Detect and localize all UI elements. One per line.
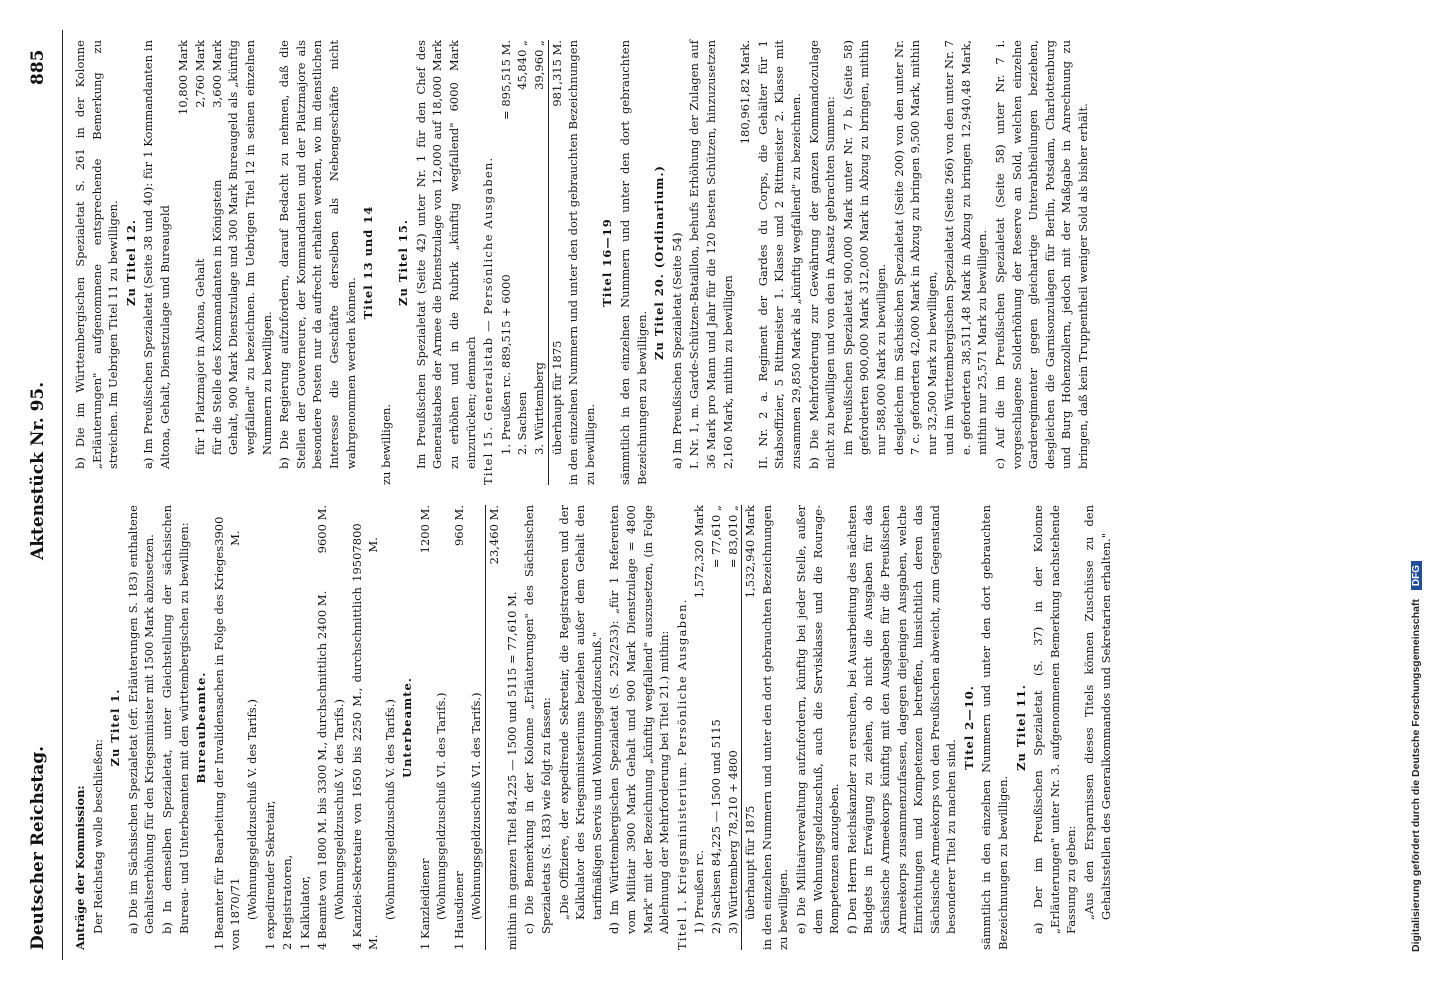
paragraph: a) Die im Sächsischen Spezialetat (efr. Erläuterungen S. 183) enthaltene Gehaltserhöhung für den Kriegsminister mit 1500 Mark abzusetzen. (125, 505, 157, 934)
paragraph: Der Reichstag wolle beschließen: (90, 739, 105, 934)
subheading: Unterbeamte. (400, 677, 415, 778)
header-left-title: Deutscher Reichstag. (28, 745, 48, 950)
quote: „Aus den Ersparnissen dieses Titels können Zuschüsse zu den Gehaltsstellen des Generalkommandos und Sekretarien erhalten." (1082, 505, 1113, 920)
item-amount: = 83,010 „ (725, 505, 740, 569)
digitization-credit (1410, 8, 1430, 992)
paragraph: a) Im Preußischen Spezialetat (Seite 54) (669, 232, 684, 469)
left-column (72, 505, 1115, 950)
item-amount: 3900 M. (211, 516, 243, 546)
note: (Wohnungsgeldzuschuß VI. des Tarifs.) (468, 692, 483, 920)
credit-text: Digitalisierung gefördert durch die Deutsche Forschungsgemeinschaft (1410, 599, 1422, 952)
item-amount: 45,840 „ (515, 40, 530, 90)
list-item (691, 505, 708, 950)
item-amount: = 895,515 M. (498, 40, 513, 120)
item-amount: = 77,610 „ (708, 505, 723, 569)
title-heading: Zu Titel 15. (396, 219, 411, 306)
list-item (451, 505, 468, 950)
paragraph: Gehalt, 900 Mark Dienstzulage und 300 Mark Bureaugeld als „künftig wegfallend" zu bezeichnen. Im Uebrigen Titel 12 in seinen einzelnen Nummern zu bewilligen. (226, 40, 274, 455)
item-text: 1 Beamter für Bearbeitung der Invalidensachen in Folge des Krieges von 1870/71 (211, 545, 243, 950)
paragraph: b) Die Mehrforderung zur Gewährung der ganzen Kommandozulage nicht zu bewilligen und von den in Ansatz gebrachten Summen: (806, 40, 838, 469)
document-page (10, 0, 1390, 990)
list-item (531, 40, 548, 485)
list-item: 2 Registratoren, (280, 854, 295, 950)
paragraph: Im Preußischen Spezialetat (Seite 42) unter Nr. 1 für den Chef des Generalstabes der Armee die Dienstzulage von 12,000 auf 18,000 Mark zu erhöhen und in die Rubrik „künftig wegfallend" 6000 Mark einzurücken; demnach (413, 40, 478, 469)
title-line: Titel 1. Kriegsministerium. Persönliche Ausgaben. (674, 598, 689, 950)
item-amount: 9600 M. (315, 505, 330, 554)
list-item: 1 expedirender Sekretair, (262, 800, 277, 950)
list-item (192, 40, 209, 485)
item-text: 4 Beamte von 1800 M. bis 3300 M., durchschnittlich 2400 M. (315, 590, 330, 950)
item-text: 2) Sachsen 84,225 — 1500 und 5115 (708, 719, 723, 934)
list-item (211, 505, 244, 950)
item-text: überhaupt für 1875 (743, 805, 758, 920)
dfg-logo: DFG (1411, 561, 1422, 590)
paragraph: und im Württembergischen Spezialetat (Seite 266) von den unter Nr. 7 e. geforderten 38,511,48 Mark in Abzug zu bringen 12,940,48 Mark, mithin nur 25,571 Mark zu bewilligen. (942, 40, 990, 455)
header-document-number: Aktenstück Nr. 95. (28, 381, 48, 560)
section-heading: Anträge der Kommission: (73, 785, 87, 950)
paragraph: b) In demselben Spezialetat, unter Gleichstellung der sächsischen Bureau- und Unterbeamten mit den württembergischen zu bewilligen: (159, 505, 191, 934)
note: (Wohnungsgeldzuschuß V. des Tarifs.) (382, 699, 397, 920)
paragraph: b) Die Regierung aufzufordern, darauf Bedacht zu nehmen, daß die Stellen der Gouverneure, der Kommandanten und der Platzmajore als besondere Posten nur da aufrecht erhalten werden, wo im dienstlichen Interesse die Geschäfte derselben als Nebengeschäfte nicht wahrgenommen werden können. (277, 40, 358, 469)
title-heading: Titel 2—10. (961, 685, 976, 770)
note: (Wohnungsgeldzuschuß V. des Tarifs.) (331, 699, 346, 920)
page-header (20, 0, 60, 990)
item-amount: 960 M. (452, 505, 467, 547)
list-item (725, 505, 742, 950)
item-text: überhaupt für 1875 (549, 340, 564, 455)
item-text: 1) Preußen rc. (692, 849, 707, 934)
list-item (708, 505, 725, 950)
credit-text-wrapper (1410, 0, 1422, 992)
paragraph: c) Auf die im Preußischen Spezialetat (Seite 58) unter Nr. 7 i. vorgeschlagene Solderhöhung der Reserve an Sold, welchen einzelne Garderegimenter gegen gleichartige Unterabtheilungen beziehen, desgleichen die Garnisonzulagen für Berlin, Potsdam, Charlottenburg und Burg Hohenzollern, jedoch mit der Maßgabe in Anrechnung zu bringen, daß kein Truppentheil weniger Sold als bisher erhält. (993, 40, 1091, 469)
item-amount: 180,961,82 Mark. (738, 40, 753, 145)
title-heading: Titel 16—19 (600, 218, 615, 307)
list-item (209, 40, 226, 485)
list-item (417, 505, 434, 950)
paragraph: f) Den Herrn Reichskanzler zu ersuchen, bei Ausarbeitung des nächsten Budgets in Erwägung zu ziehen, ob nicht die Ausgaben für das Sächsische Armeekorps künftig mit den Ausgaben für die Preußischen Armeekorps zusammenzufassen, dagegen diejenigen Ausgaben, welche Einrichtungen und Kompetenzen betreffen, hinsichtlich deren das Sächsische Armeekorps von den Preußischen abweicht, zum Gegenstand besonderer Titel zu machen sind. (844, 505, 959, 934)
title-heading: Zu Titel 11. (1013, 684, 1028, 771)
paragraph: im Preußischen Spezialetat 900,000 Mark unter Nr. 7 b. (Seite 58) geforderten 900,000 Mark 312,000 Mark in Abzug zu bringen, mithin nur 588,000 Mark zu bewilligen. (840, 40, 888, 455)
header-page-number: 885 (28, 49, 48, 85)
item-text: für 1 Platzmajor in Altona, Gehalt (193, 258, 208, 455)
item-amount: 7800 M. (349, 523, 381, 553)
title-heading: Zu Titel 1. (108, 688, 123, 767)
item-amount: 39,960 „ (532, 40, 547, 90)
paragraph: mithin im ganzen Titel 84,225 — 1500 und 5115 = 77,610 M. (504, 591, 519, 950)
title-heading: Zu Titel 20. (Ordinarium.) (652, 165, 667, 360)
note: (Wohnungsgeldzuschuß V. des Tarifs.) (244, 699, 259, 920)
total-row (741, 505, 759, 950)
paragraph: desgleichen im Sächsischen Spezialetat (Seite 200) von den unter Nr. 7 c. geforderten 42,000 Mark in Abzug zu bringen 9,500 Mark, mithin nur 32,500 Mark zu bewilligen, (891, 40, 939, 455)
paragraph: I. Nr. 1, m. Garde-Schützen-Bataillon, behufs Erhöhung der Zulagen auf 36 Mark pro Mann und Jahr für die 120 besten Schützen, hinzuzusetzen 2,160 Mark, mithin zu bewilligen (687, 40, 735, 469)
paragraph: in den einzelnen Nummern und unter den dort gebrauchten Bezeichnungen zu bewilligen. (759, 505, 791, 950)
item-amount: 3,600 Mark (209, 40, 224, 108)
paragraph: zu bewilligen. (378, 403, 393, 485)
item-amount: 1,532,940 Mark (743, 505, 758, 599)
paragraph: sämmtlich in den einzelnen Nummern und unter den dort gebrauchten Bezeichnungen zu bewilligen. (979, 505, 1011, 950)
item-amount: 981,315 M. (549, 40, 564, 107)
item-text: 3. Württemberg (532, 362, 547, 455)
paragraph: II. Nr. 2 a. Regiment der Gardes du Corps, die Gehälter für 1 Stabsoffizier, 5 Rittmeister 1. Klasse und 2 Rittmeister 2. Klasse mit zusammen 29,850 Mark als „künftig wegfallend" zu bezeichnen. (755, 40, 803, 469)
paragraph: a) Der im Preußischen Spezialetat (S. 37) in der Kolonne „Erläuterungen" unter Nr. 3. aufgenommenen Bemerkung nachstehende Fassung zu geben: (1031, 505, 1079, 934)
total-row (548, 40, 566, 485)
title-heading: Zu Titel 12. (123, 219, 138, 306)
note: (Wohnungsgeldzuschuß VI. des Tarifs.) (434, 692, 449, 920)
list-item (349, 505, 382, 950)
subtotal: 23,460 M. (485, 505, 503, 950)
paragraph: a) Im Preußischen Spezialetat (Seite 38 und 40): für 1 Kommandanten in Altona, Gehalt, Dienstzulage und Bureaugeld (141, 40, 172, 469)
item-amount: 1,572,320 Mark (692, 505, 707, 599)
list-item (498, 40, 515, 485)
paragraph: c) Die Bemerkung in der Kolonne „Erläuterungen" des Sächsischen Spezialetats (S. 183) wie folgt zu fassen: (522, 505, 554, 934)
paragraph: sämmtlich in den einzelnen Nummern und unter den dort gebrauchten Bezeichnungen zu bewilligen. (618, 40, 649, 485)
item-text: 3) Württemberg 78,210 + 4800 (725, 750, 740, 934)
paragraph: in den einzelnen Nummern und unter den dort gebrauchten Bezeichnungen zu bewilligen. (566, 40, 597, 485)
header-rule (62, 30, 63, 960)
list-item (514, 40, 531, 485)
title-line: Titel 15. Generalstab — Persönliche Ausgaben. (481, 156, 496, 485)
subheading: Bureaubeamte. (194, 671, 209, 784)
quote: „Die Offiziere, der expedirende Sekretair, die Registratoren und der Kalkulator des Kriegsministeriums beziehen außer dem Gehalt den tarifmäßigen Servis und Wohnungsgeldzuschuß." (556, 505, 604, 920)
paragraph: e) Die Militairverwaltung aufzufordern, künftig bei jeder Stelle, außer dem Wohnungsgeldzuschuß, auch die Servisklasse und die Rourage-Rompetenzen anzugeben. (793, 505, 842, 934)
item-amount: 1200 M. (417, 505, 432, 554)
item-text: 2. Sachsen (515, 391, 530, 455)
item-text: 1 Kanzleidiener (417, 858, 432, 950)
item-amount: 2,760 Mark (193, 40, 208, 108)
item-text: 1 Hausdiener (452, 871, 467, 950)
paragraph: d) Im Württembergischen Spezialetat (S. 252/253): „für 1 Referenten vom Militair 3900 Mark Gehalt und 900 Mark Dienstzulage = 4800 Mark" mit der Bezeichnung „künftig wegfallend" auszusetzen, (in Folge Ablehnung der Mehrforderung bei Titel 21.) mithin: (607, 505, 672, 934)
list-item (314, 505, 331, 950)
list-item: 1 Kalkulator, (297, 875, 312, 950)
item-text: für die Stelle des Kommandanten in Königstein (209, 179, 224, 455)
item-text: 4 Kanzlei-Sekretaire von 1650 bis 2250 M., durchschnittlich 1950 M. (349, 552, 381, 950)
right-column (72, 40, 1093, 485)
item-amount: 10,800 Mark (175, 40, 190, 115)
item-text: 1. Preußen rc. 889,515 + 6000 (498, 274, 513, 455)
paragraph: b) Die im Württembergischen Spezialetat S. 261 in der Kolonne „Erläuterungen" aufgenommene entsprechende Bemerkung zu streichen. Im Uebrigen Titel 11 zu bewilligen. (73, 40, 121, 469)
title-heading: Titel 13 und 14 (361, 205, 376, 320)
